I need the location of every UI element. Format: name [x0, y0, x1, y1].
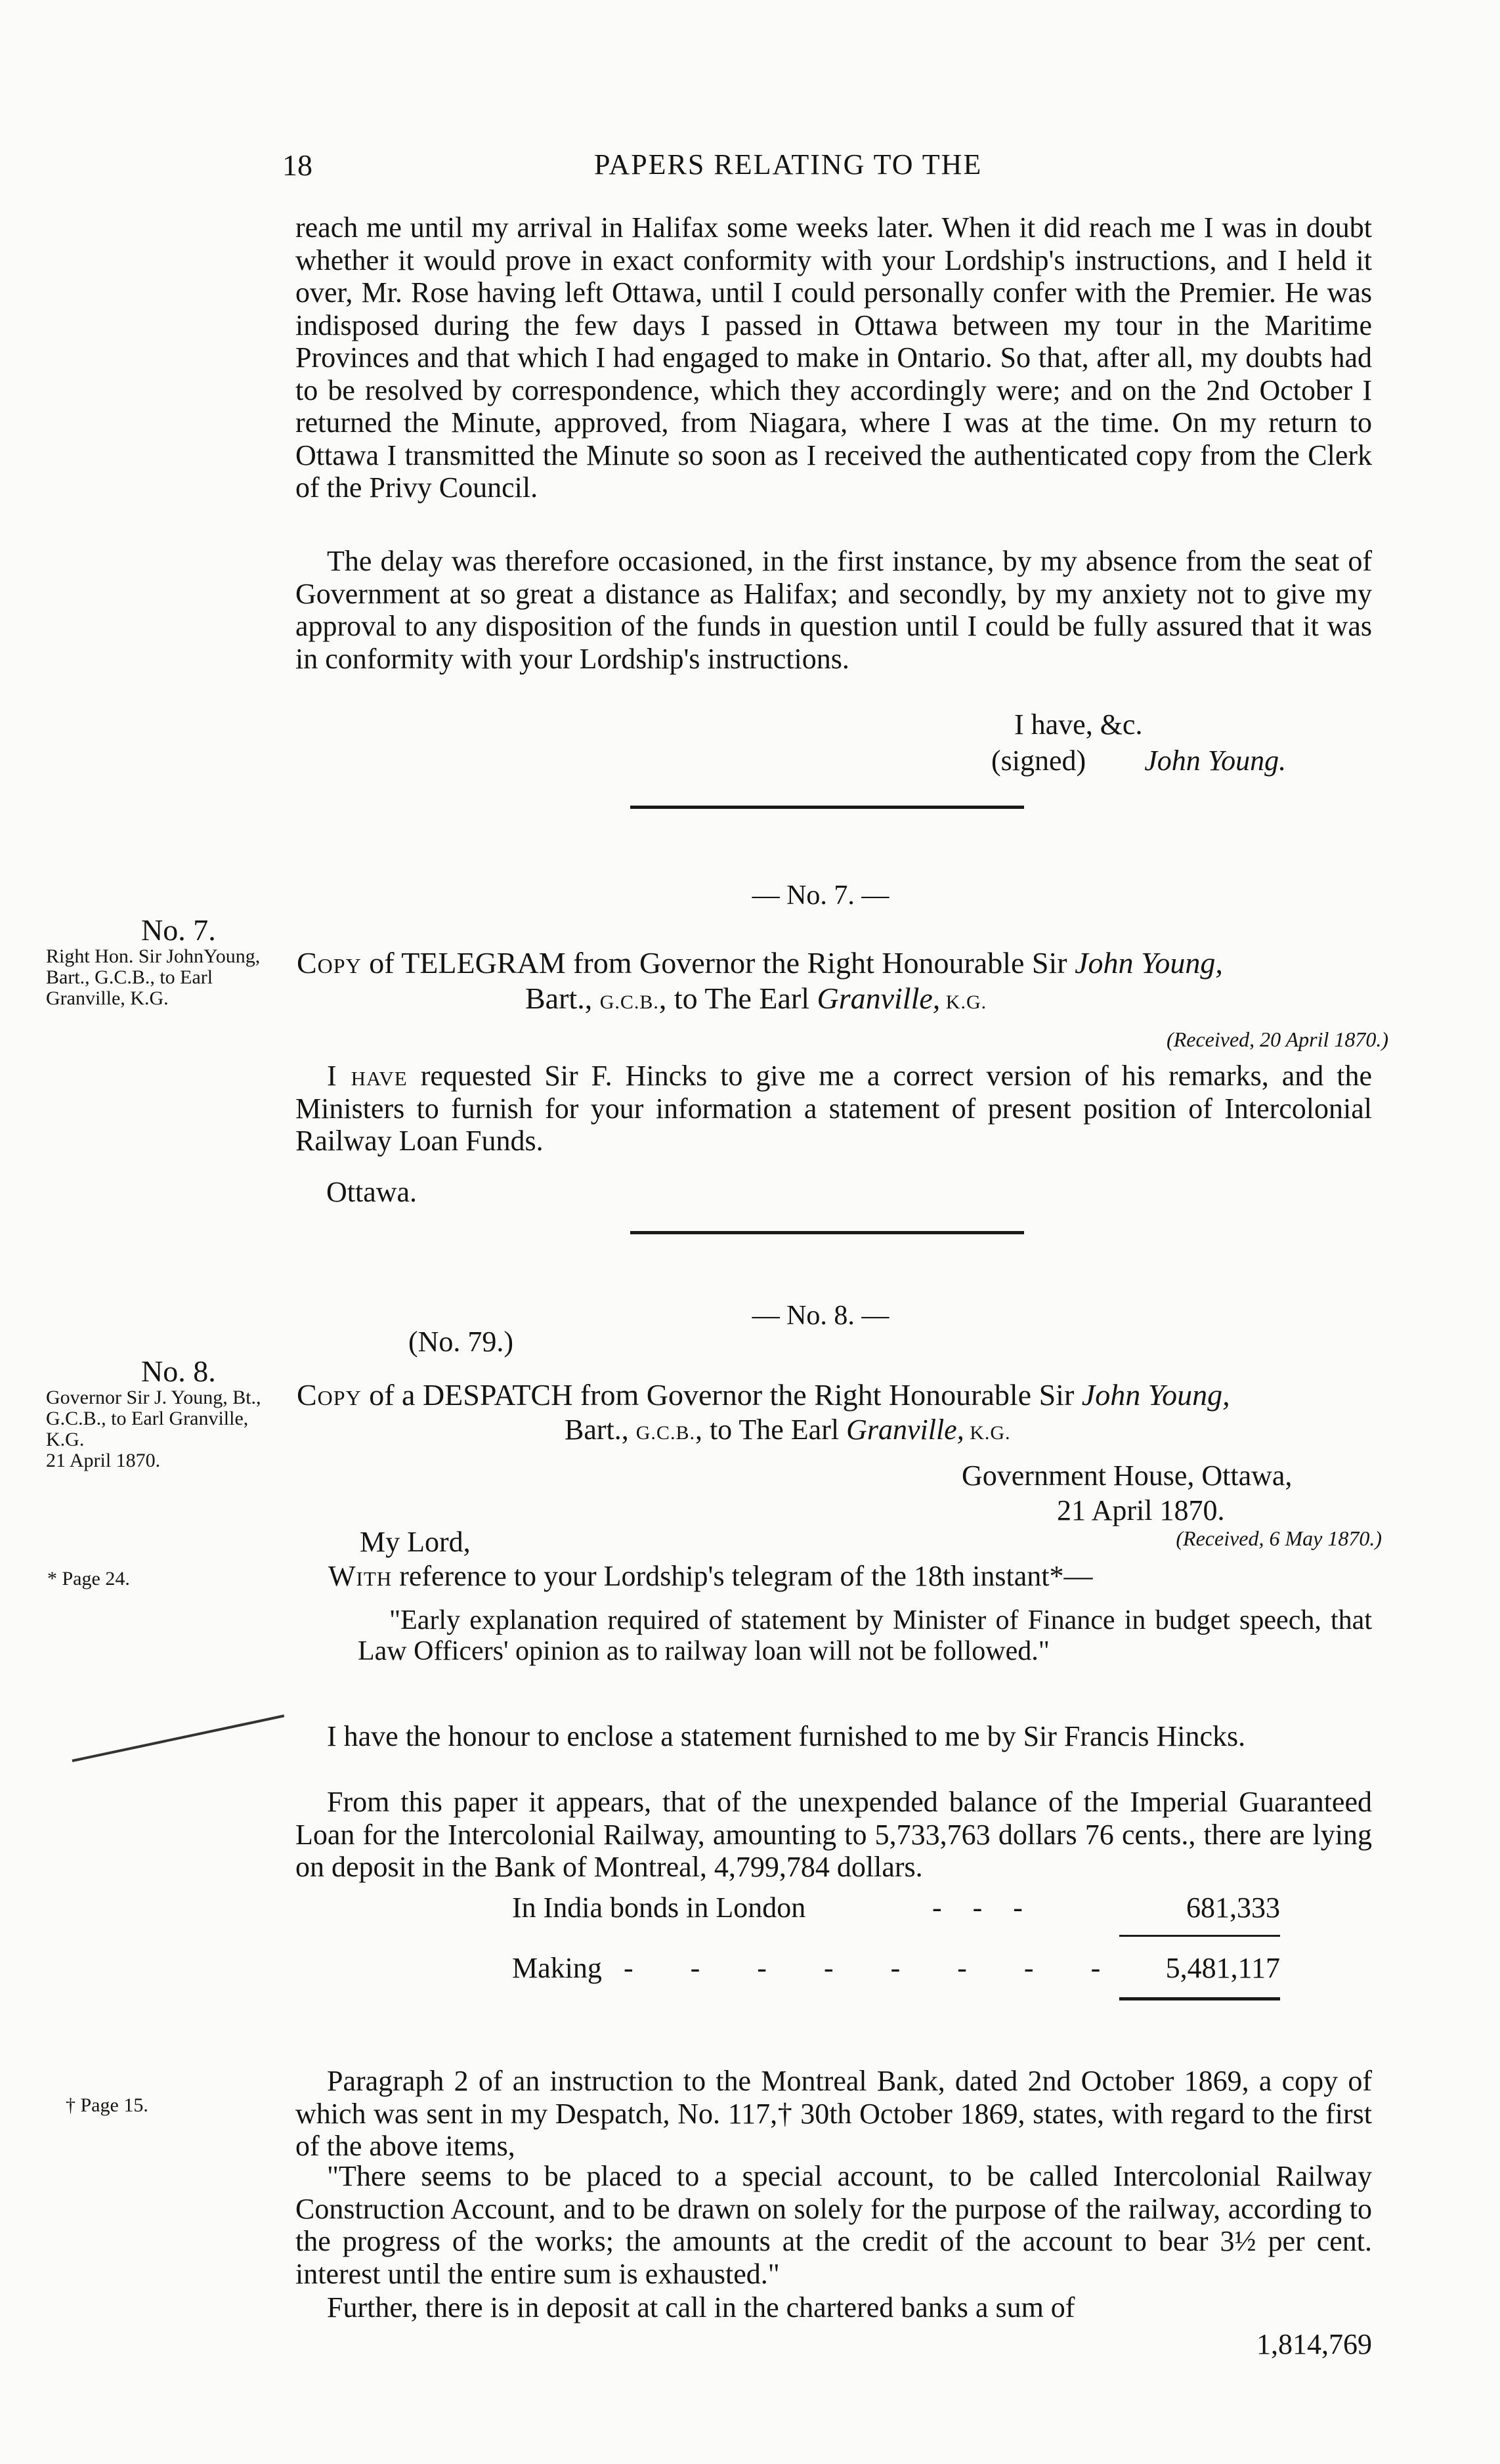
closing-phrase: I have, &c.: [1014, 708, 1143, 741]
amount-row-label: Making: [512, 1952, 602, 1984]
amount-table: [512, 1891, 1280, 1992]
doc8-further-paragraph: Further, there is in deposit at call in the chartered banks a sum of: [327, 2291, 1075, 2324]
doc7-title-lead: Copy: [297, 946, 362, 980]
doc8-title-lead: Copy: [297, 1378, 362, 1412]
amount-subtotal-rule: [1119, 1935, 1280, 1937]
doc8-margin-number: No. 8.: [141, 1354, 216, 1388]
doc8-received: (Received, 6 May 1870.): [1176, 1526, 1382, 1550]
amount-total-rule: [1119, 1997, 1280, 2000]
doc8-despatch-number: (No. 79.): [408, 1326, 514, 1358]
signed-label: (signed): [991, 745, 1086, 777]
signature: John Young.: [1144, 745, 1287, 777]
doc7-title-line-2: Bart., G.C.B., to The Earl Granville, K.G.: [525, 982, 987, 1015]
doc7-received: (Received, 20 April 1870.): [1167, 1027, 1388, 1051]
doc8-salutation: My Lord,: [360, 1526, 471, 1558]
footnote-reference-page-15: † Page 15.: [66, 2094, 148, 2116]
signature-line: [991, 744, 1286, 777]
amount-row-dots: - - - - - - - -: [624, 1952, 1126, 1984]
doc8-balance-paragraph: From this paper it appears, that of the unexpended balance of the Imperial Guaranteed Loan for the Intercolonial Railway, amounting to 5,733,763 dollars 76 cents., there are lying on deposit in the Bank of Montreal, 4,799,784 dollars.: [295, 1786, 1372, 1883]
doc7-heading: — No. 7. —: [752, 880, 889, 911]
doc8-instruction-paragraph: Paragraph 2 of an instruction to the Montreal Bank, dated 2nd October 1869, a copy of which was sent in my Despatch, No. 117,† 30th October 1869, states, with regard to the first of the above items,: [295, 2065, 1372, 2162]
footnote-reference-page-24: * Page 24.: [47, 1568, 130, 1589]
amount-row: [512, 1891, 1280, 1932]
doc8-address-place: Government House, Ottawa,: [962, 1459, 1293, 1492]
doc7-margin-text: Right Hon. Sir JohnYoung, Bart., G.C.B., to Earl Granville, K.G.: [46, 945, 261, 1009]
doc7-margin-number: No. 7.: [141, 913, 216, 947]
doc7-body: I have requested Sir F. Hincks to give me a correct version of his remarks, and the Ministers to furnish for your information a statement of present position of Intercolonial Railway Loan Funds.: [295, 1060, 1372, 1157]
doc7-body-lead: I have: [327, 1060, 408, 1092]
doc7-place: Ottawa.: [326, 1176, 418, 1208]
doc8-final-amount: 1,814,769: [1256, 2328, 1372, 2360]
doc7-margin-note: [46, 915, 282, 1009]
doc8-enclosure-paragraph: I have the honour to enclose a statement furnished to me by Sir Francis Hincks.: [327, 1720, 1246, 1752]
letter-paragraph-2: The delay was therefore occasioned, in the first instance, by my absence from the seat of Government at so great a distance as Halifax; and secondly, by my anxiety not to give my approval to any disposition of the funds in question until I could be fully assured that it was in conformity with your Lordship's instructions.: [295, 545, 1372, 675]
page-number: 18: [282, 148, 312, 182]
doc8-address-date: 21 April 1870.: [1057, 1494, 1225, 1526]
doc8-margin-date: 21 April 1870.: [46, 1450, 161, 1471]
amount-row-value: 5,481,117: [1165, 1952, 1280, 1984]
margin-pen-stroke: [72, 1714, 285, 1762]
amount-row-value: 681,333: [1186, 1891, 1280, 1924]
amount-row: [512, 1951, 1280, 1992]
doc8-quoted-telegram: "Early explanation required of statement by Minister of Finance in budget speech, that Law Officers' opinion as to railway loan will not be followed.": [358, 1605, 1372, 1666]
amount-row-label: In India bonds in London: [512, 1891, 806, 1924]
letter-paragraph-1: reach me until my arrival in Halifax some weeks later. When it did reach me I was in doubt whether it would prove in exact conformity with your Lordship's instructions, and I held it over, Mr. Rose having left Ottawa, until I could personally confer with the Premier. He was indisposed during the few days I passed in Ottawa between my tour in the Maritime Provinces and that which I had engaged to make in Ontario. So that, after all, my doubts had to be resolved by correspondence, which they accordingly were; and on the 2nd October I returned the Minute, approved, from Niagara, where I was at the time. On my return to Ottawa I transmitted the Minute so soon as I received the authenticated copy from the Clerk of the Privy Council.: [295, 211, 1372, 504]
section-divider: [630, 1231, 1024, 1234]
doc8-quoted-instruction: "There seems to be placed to a special account, to be called Intercolonial Railway Construction Account, and to be drawn on solely for the purpose of the railway, according to the progress of the works; the amounts at the credit of the account to bear 3½ per cent. interest until the entire sum is exhausted.": [295, 2160, 1372, 2290]
doc8-title-line-2: Bart., G.C.B., to The Earl Granville, K.G.: [565, 1414, 1011, 1446]
doc8-margin-note: [46, 1356, 282, 1471]
doc8-heading: — No. 8. —: [752, 1301, 889, 1331]
doc8-title-line-1: Copy of a DESPATCH from Governor the Right Honourable Sir John Young,: [297, 1378, 1230, 1412]
doc7-title-line-1: Copy of TELEGRAM from Governor the Right Honourable Sir John Young,: [297, 946, 1223, 980]
doc8-reference-line: With reference to your Lordship's telegram of the 18th instant*—: [328, 1560, 1093, 1592]
section-divider: [630, 806, 1024, 809]
amount-row-dots: - - -: [932, 1891, 1035, 1924]
doc8-margin-text: Governor Sir J. Young, Bt., G.C.B., to Earl Granville, K.G.: [46, 1387, 261, 1450]
running-title: PAPERS RELATING TO THE: [594, 148, 983, 181]
